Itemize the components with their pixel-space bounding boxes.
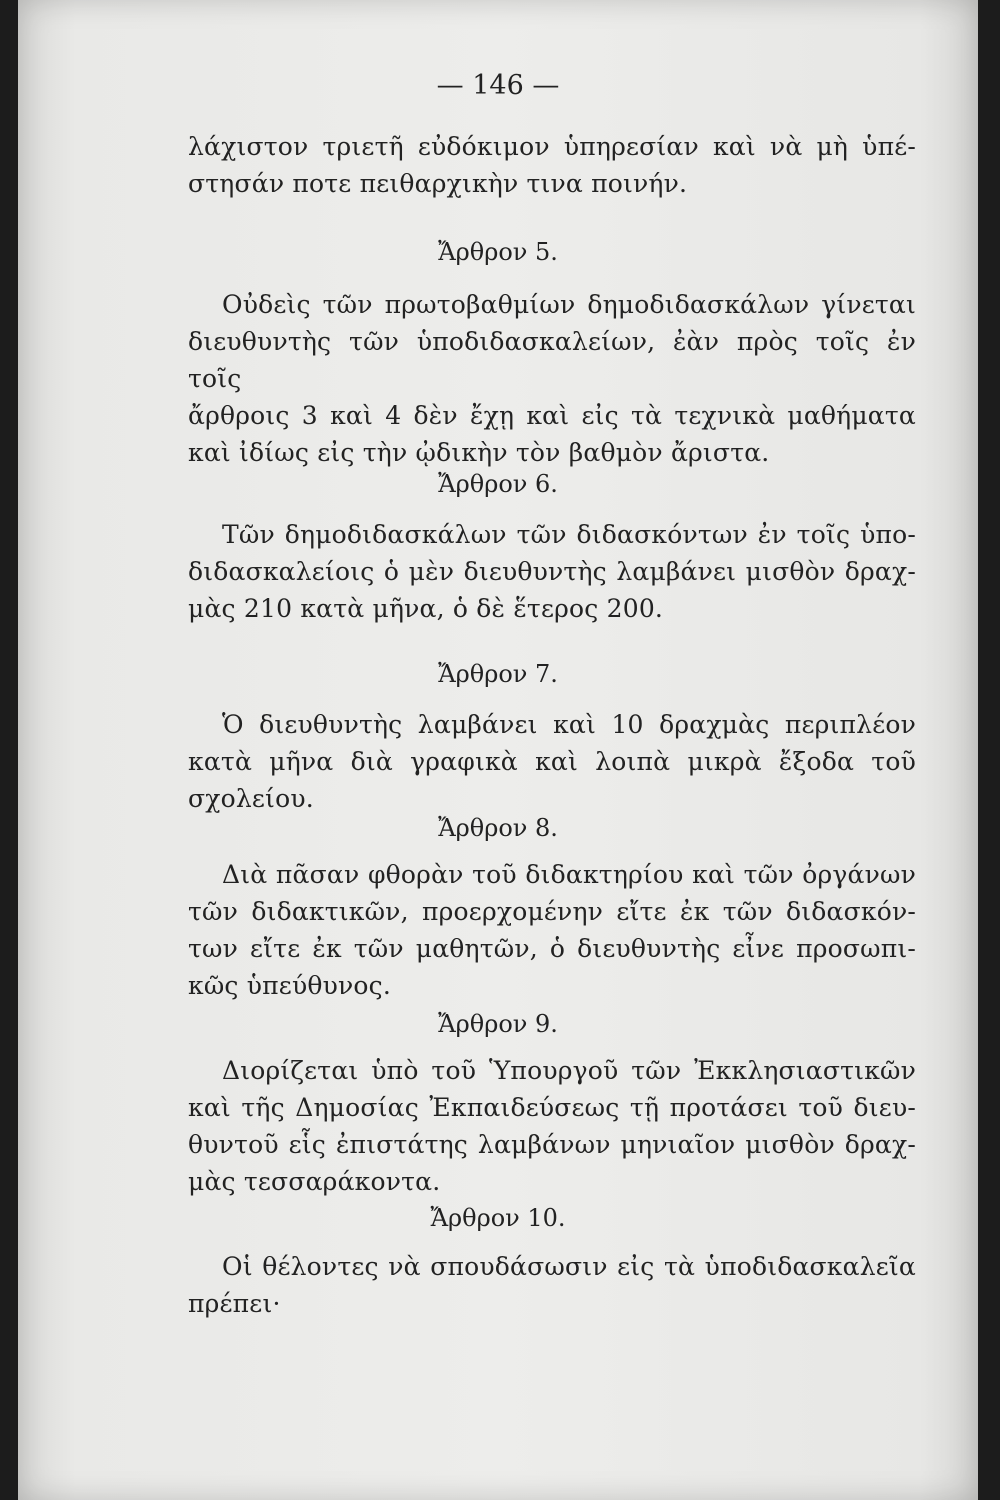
text-line: Ὁ διευθυντὴς λαμβάνει καὶ 10 δραχμὰς περιπλέον (222, 710, 916, 739)
text-line: Διορίζεται ὑπὸ τοῦ Ὑπουργοῦ τῶν Ἐκκλησιαστικῶν (222, 1056, 916, 1085)
article-5-heading: Ἄρθρον 5. (438, 238, 558, 266)
article-7-heading: Ἄρθρον 7. (438, 660, 558, 688)
article-9-heading: Ἄρθρον 9. (438, 1010, 558, 1038)
text-line: καὶ ἰδίως εἰς τὴν ᾠδικὴν τὸν βαθμὸν ἄριστα. (188, 438, 770, 467)
text-line: των εἴτε ἐκ τῶν μαθητῶν, ὁ διευθυντὴς εἶνε προσωπι- (188, 934, 916, 963)
text-line: καὶ τῆς Δημοσίας Ἐκπαιδεύσεως τῇ προτάσει τοῦ διευ- (188, 1093, 916, 1122)
text-line: διευθυντὴς τῶν ὑποδιδασκαλείων, ἐὰν πρὸς τοῖς ἐν τοῖς (188, 327, 916, 393)
text-line: σχολείου. (188, 784, 314, 813)
article-10-heading: Ἄρθρον 10. (430, 1204, 566, 1232)
text-line: στησάν ποτε πειθαρχικὴν τινα ποινήν. (188, 169, 688, 198)
text-line: κατὰ μῆνα διὰ γραφικὰ καὶ λοιπὰ μικρὰ ἔξοδα τοῦ (188, 747, 916, 776)
article-6-heading: Ἄρθρον 6. (438, 470, 558, 498)
text-line: Τῶν δημοδιδασκάλων τῶν διδασκόντων ἐν τοῖς ὑπο- (222, 520, 916, 549)
article-10-paragraph (188, 1248, 916, 1322)
text-line: μὰς 210 κατὰ μῆνα, ὁ δὲ ἕτερος 200. (188, 594, 664, 623)
text-line: κῶς ὑπεύθυνος. (188, 971, 391, 1000)
article-9-paragraph (188, 1052, 916, 1200)
article-5-paragraph (188, 286, 916, 471)
book-page (18, 0, 978, 1500)
text-line: τῶν διδακτικῶν, προερχομένην εἴτε ἐκ τῶν διδασκόν- (188, 897, 916, 926)
text-line: ἄρθροις 3 καὶ 4 δὲν ἔχῃ καὶ εἰς τὰ τεχνικὰ μαθήματα (188, 401, 916, 430)
article-8-paragraph (188, 856, 916, 1004)
article-6-paragraph (188, 516, 916, 627)
article-8-heading: Ἄρθρον 8. (438, 814, 558, 842)
text-line: πρέπει· (188, 1289, 281, 1318)
text-line: θυντοῦ εἷς ἐπιστάτης λαμβάνων μηνιαῖον μισθὸν δραχ- (188, 1130, 916, 1159)
text-line: διδασκαλείοις ὁ μὲν διευθυντὴς λαμβάνει μισθὸν δραχ- (188, 557, 916, 586)
intro-paragraph (188, 128, 916, 202)
text-line: λάχιστον τριετῆ εὐδόκιμον ὑπηρεσίαν καὶ νὰ μὴ ὑπέ- (188, 132, 916, 161)
text-line: Διὰ πᾶσαν φθορὰν τοῦ διδακτηρίου καὶ τῶν ὀργάνων (222, 860, 916, 889)
text-line: Οἱ θέλοντες νὰ σπουδάσωσιν εἰς τὰ ὑποδιδασκαλεῖα (222, 1252, 916, 1281)
article-7-paragraph (188, 706, 916, 817)
page-number: — 146 — (436, 70, 560, 101)
text-line: Οὐδεὶς τῶν πρωτοβαθμίων δημοδιδασκάλων γίνεται (222, 290, 916, 319)
text-line: μὰς τεσσαράκοντα. (188, 1167, 441, 1196)
